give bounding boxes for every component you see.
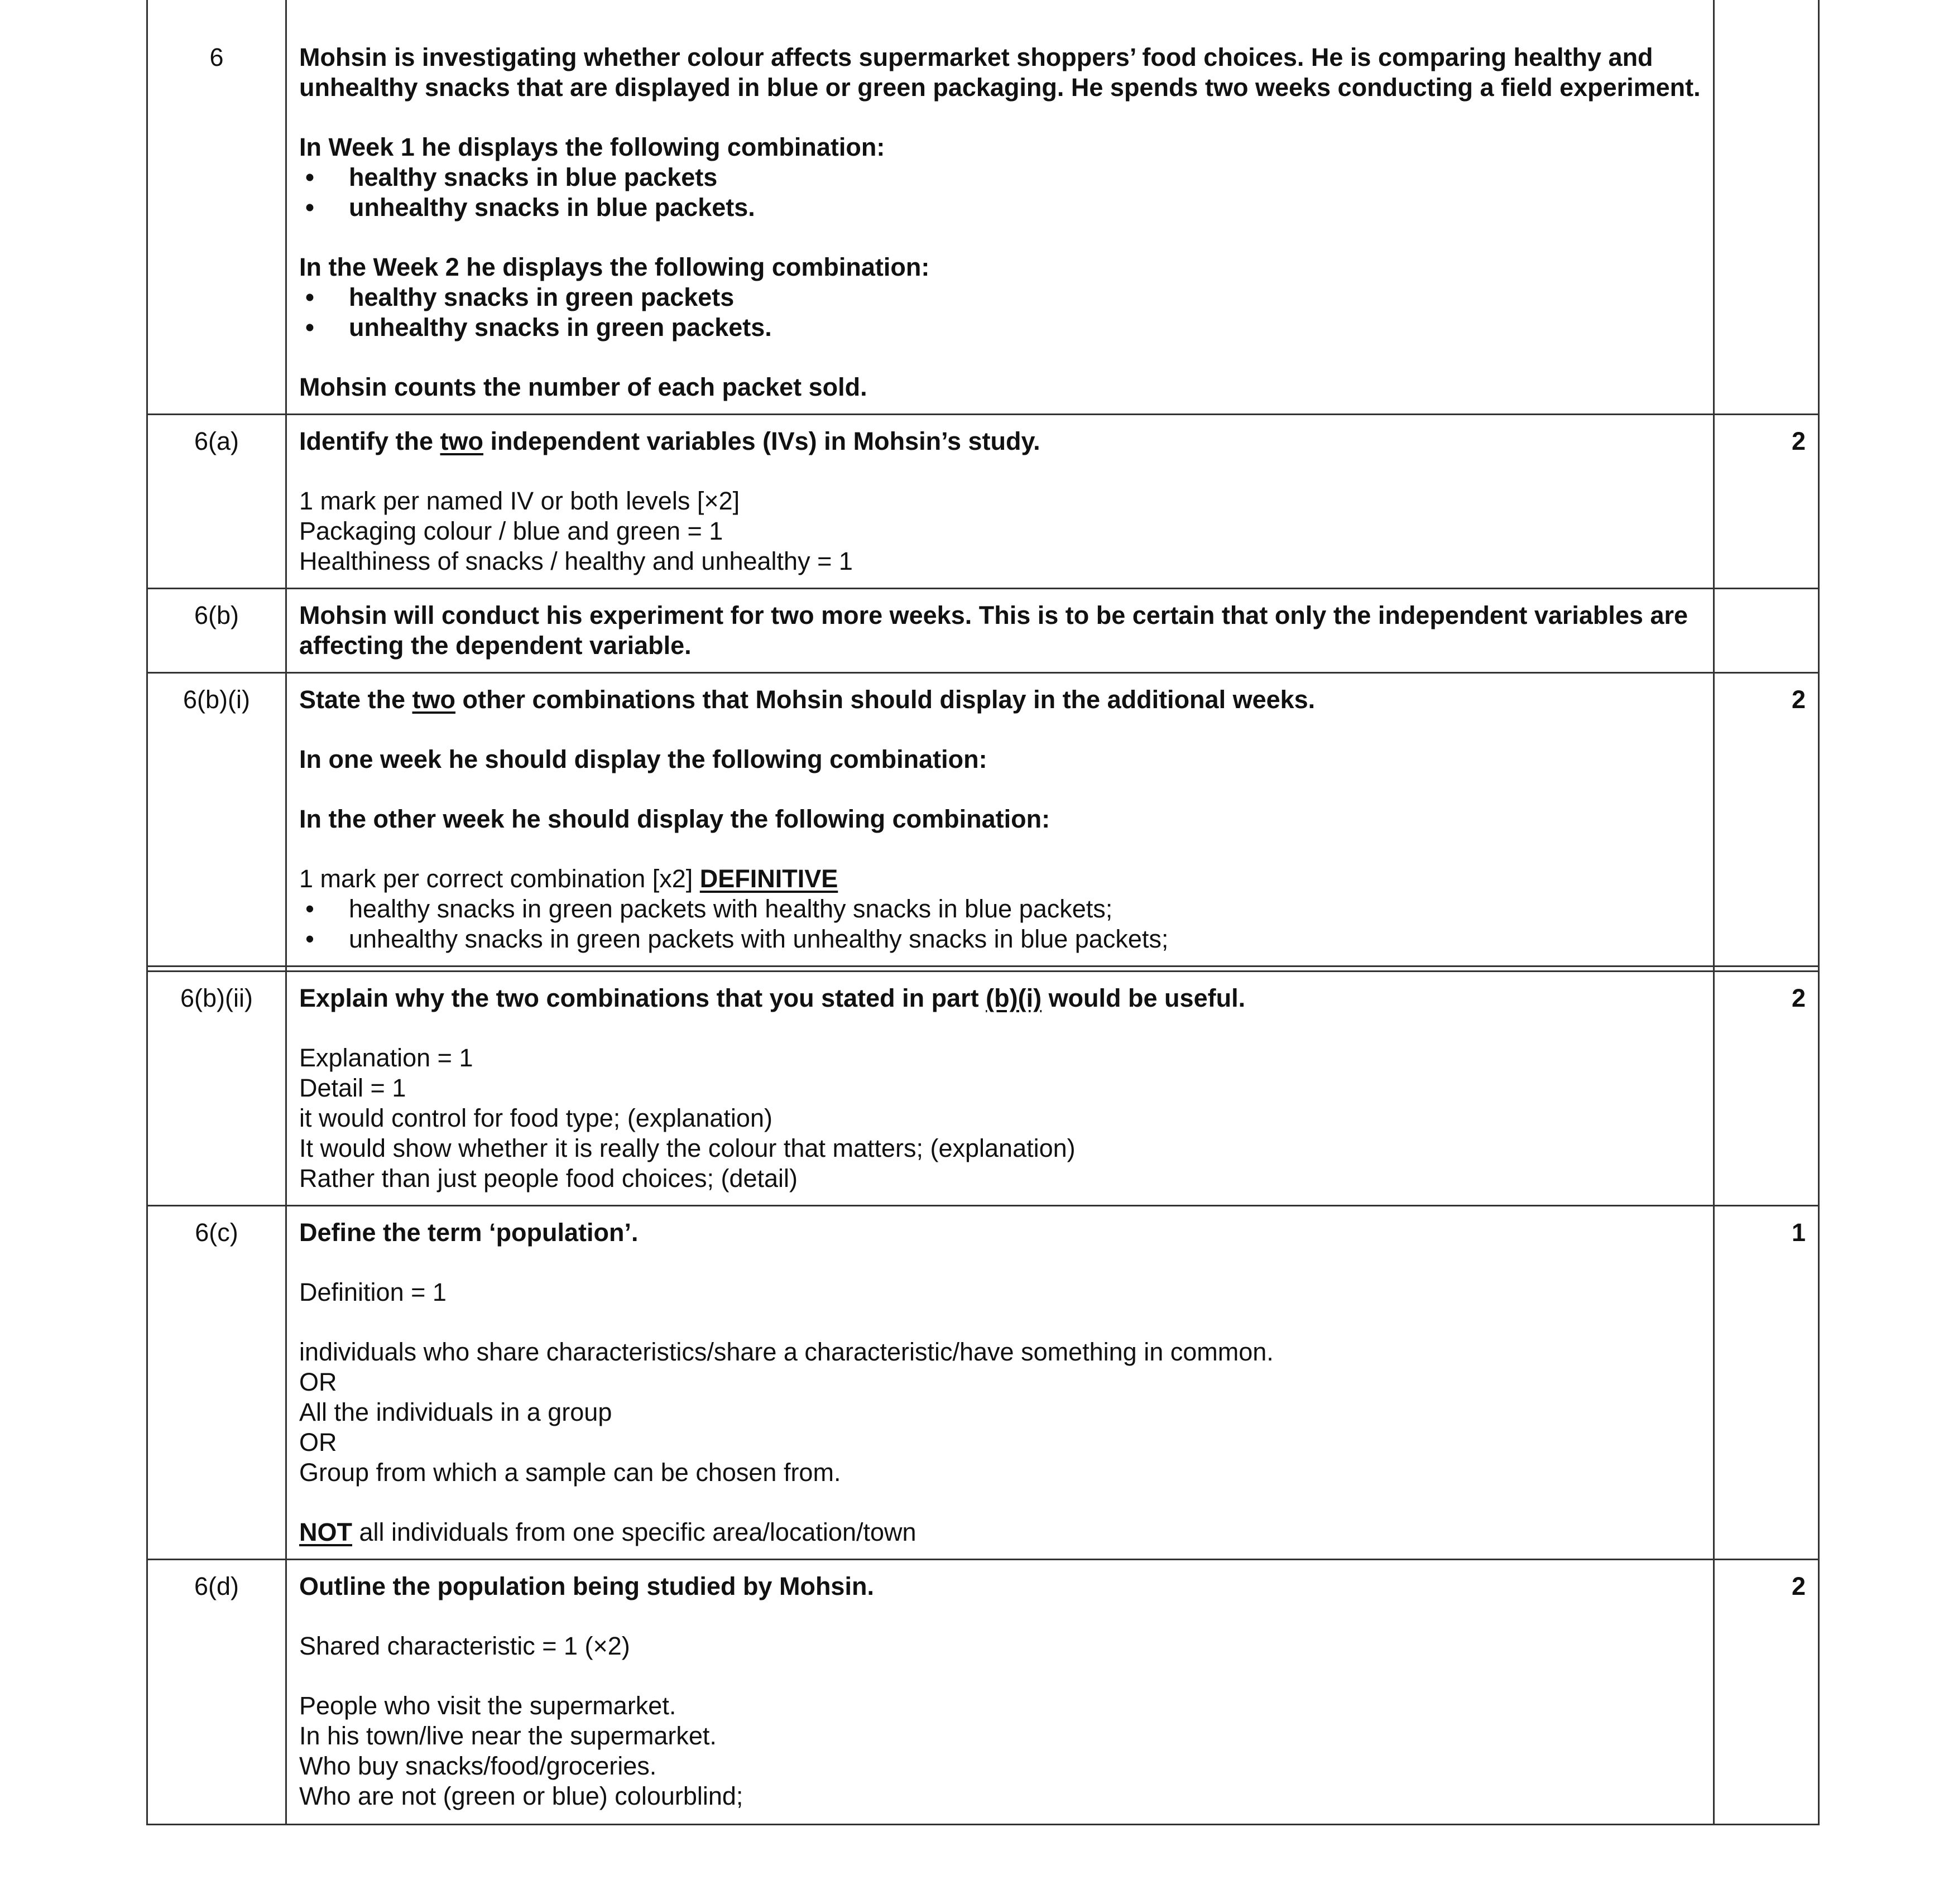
question-text: Define the term ‘population’.: [299, 1218, 639, 1247]
definitive-label: DEFINITIVE: [699, 864, 838, 893]
mark-scheme-table: [146, 0, 1820, 1825]
question-number: 6(a): [147, 415, 286, 589]
mark-guidance: 1 mark per correct combination [x2] DEFINITIVE: [299, 864, 838, 893]
question-6a-row: [147, 415, 1819, 589]
answer-line: People who visit the supermarket.: [299, 1691, 676, 1720]
question-cell: [286, 415, 1714, 589]
question-text: State the two other combinations that Mohsin should display in the additional weeks.: [299, 685, 1316, 714]
question-6b-row: [147, 589, 1819, 673]
answer-line: Healthiness of snacks / healthy and unhealthy = 1: [299, 547, 853, 575]
question-stem-cell: [286, 0, 1714, 415]
list-item: • healthy snacks in blue packets: [299, 162, 1701, 193]
question-text: Identify the two independent variables (IVs) in Mohsin’s study.: [299, 427, 1040, 455]
answer-line: It would show whether it is really the colour that matters; (explanation): [299, 1134, 1076, 1162]
question-cell: [286, 972, 1714, 1206]
question-cell: [286, 589, 1714, 673]
marks-cell: [1714, 589, 1819, 673]
question-6d-row: [147, 1560, 1819, 1825]
question-number: 6(b)(i): [147, 673, 286, 967]
answer-line: Packaging colour / blue and green = 1: [299, 517, 723, 545]
question-number: 6(b): [147, 589, 286, 673]
list-item: • unhealthy snacks in blue packets.: [299, 193, 1701, 223]
bullet-icon: •: [305, 283, 314, 311]
answer-line: All the individuals in a group: [299, 1398, 612, 1426]
question-number: 6(b)(ii): [147, 972, 286, 1206]
question-number: 6(c): [147, 1206, 286, 1560]
question-text: Explain why the two combinations that you stated in part (b)(i) would be useful.: [299, 984, 1246, 1012]
question-number: 6: [147, 0, 286, 415]
bullet-icon: •: [305, 163, 314, 191]
list-item: • unhealthy snacks in green packets.: [299, 312, 1701, 343]
answer-line: 1 mark per named IV or both levels [×2]: [299, 487, 740, 515]
bullet-icon: •: [305, 313, 314, 342]
bullet-icon: •: [305, 925, 314, 953]
question-cell: [286, 673, 1714, 967]
answer-line: Rather than just people food choices; (detail): [299, 1164, 798, 1193]
answer-line: individuals who share characteristics/share a characteristic/have something in common.: [299, 1338, 1274, 1366]
mark-guidance: Shared characteristic = 1 (×2): [299, 1632, 630, 1660]
mark-scheme-page: [146, 0, 1818, 1825]
answer-line: it would control for food type; (explanation): [299, 1104, 772, 1132]
week1-heading: In Week 1 he displays the following combination:: [299, 133, 885, 161]
answer-line: OR: [299, 1428, 337, 1456]
marks-value: 2: [1714, 673, 1819, 967]
marks-value: 2: [1714, 1560, 1819, 1825]
list-item: • healthy snacks in green packets with healthy snacks in blue packets;: [299, 894, 1701, 924]
bullet-icon: •: [305, 193, 314, 222]
question-cell: [286, 1206, 1714, 1560]
question-6bi-row: [147, 673, 1819, 967]
question-text: Outline the population being studied by Mohsin.: [299, 1572, 874, 1600]
list-item: • unhealthy snacks in green packets with unhealthy snacks in blue packets;: [299, 924, 1701, 954]
question-6bii-row: [147, 972, 1819, 1206]
week1-list: [299, 162, 1701, 223]
list-item: • healthy snacks in green packets: [299, 282, 1701, 312]
question-cell: [286, 1560, 1714, 1825]
divider-row: [147, 967, 1819, 972]
week2-heading: In the Week 2 he displays the following combination:: [299, 253, 930, 281]
answer-line: Who buy snacks/food/groceries.: [299, 1752, 657, 1780]
marks-value: 2: [1714, 415, 1819, 589]
week2-list: [299, 282, 1701, 343]
answer-line: Detail = 1: [299, 1074, 406, 1102]
bullet-icon: •: [305, 895, 314, 923]
mark-guidance: Definition = 1: [299, 1278, 447, 1306]
answer-line: In his town/live near the supermarket.: [299, 1722, 717, 1750]
exclusion-note: NOT all individuals from one specific area/location/town: [299, 1518, 916, 1546]
not-label: NOT: [299, 1518, 352, 1546]
question-intro: Mohsin is investigating whether colour affects supermarket shoppers’ food choices. He is comparing healthy and unhealthy snacks that are displayed in blue or green packaging. He spends two weeks conducting a field experiment.: [299, 43, 1701, 102]
answer-line: Who are not (green or blue) colourblind;: [299, 1782, 743, 1810]
question-6c-row: [147, 1206, 1819, 1560]
combination-list: [299, 894, 1701, 954]
question-text: Mohsin will conduct his experiment for two more weeks. This is to be certain that only the independent variables are affecting the dependent variable.: [299, 601, 1688, 660]
answer-line: Explanation = 1: [299, 1044, 473, 1072]
question-6-row: [147, 0, 1819, 415]
marks-value: 1: [1714, 1206, 1819, 1560]
marks-value: 2: [1714, 972, 1819, 1206]
prompt-line: In one week he should display the following combination:: [299, 745, 987, 773]
answer-line: OR: [299, 1368, 337, 1396]
prompt-line: In the other week he should display the following combination:: [299, 805, 1050, 833]
question-closing: Mohsin counts the number of each packet sold.: [299, 373, 867, 401]
question-number: 6(d): [147, 1560, 286, 1825]
marks-cell: [1714, 0, 1819, 415]
answer-line: Group from which a sample can be chosen from.: [299, 1458, 841, 1487]
